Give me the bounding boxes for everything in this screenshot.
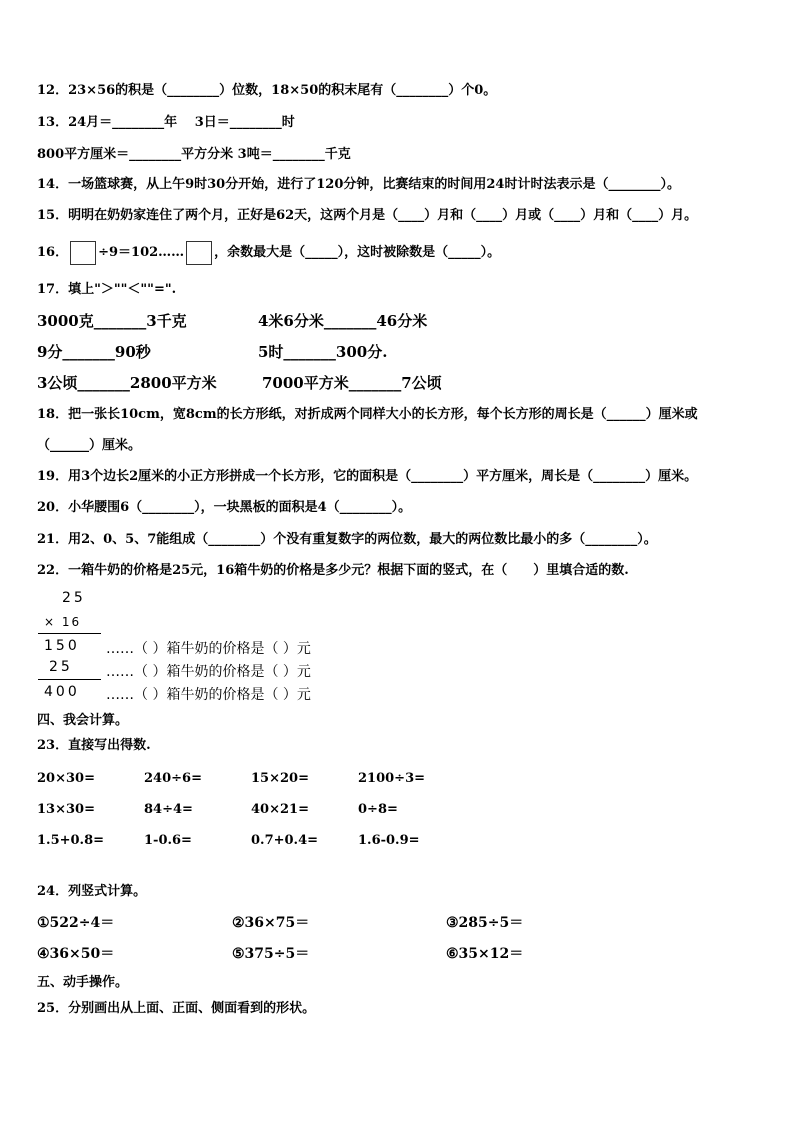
question-17: 17．填上"＞""＜""=". — [37, 282, 177, 297]
question-16 — [37, 240, 500, 266]
vertical-multiplier: × 16 — [44, 615, 82, 629]
q24-item: ③285÷5＝ — [446, 915, 524, 931]
vertical-rule-1 — [38, 633, 101, 634]
blank-box-dividend[interactable] — [70, 241, 96, 265]
q23-item: 0÷8= — [358, 802, 398, 817]
q23-item: 0.7+0.4= — [251, 833, 319, 848]
question-14: 14．一场篮球赛，从上午9时30分开始，进行了120分钟，比赛结束的时间用24时计时法表示是（________）。 — [37, 177, 680, 192]
blank-box-remainder[interactable] — [186, 241, 212, 265]
q23-item: 20×30= — [37, 771, 95, 786]
q24-item: ②36×75＝ — [232, 915, 310, 931]
question-20: 20．小华腰围6（________），一块黑板的面积是4（________）。 — [37, 500, 412, 515]
question-15: 15．明明在奶奶家连住了两个月，正好是62天，这两个月是（____）月和（____）月或（____）月和（____）月。 — [37, 208, 698, 223]
q23-item: 2100÷3= — [358, 771, 426, 786]
question-25: 25．分别画出从上面、正面、侧面看到的形状。 — [37, 1001, 316, 1016]
question-23: 23．直接写出得数. — [37, 738, 151, 753]
question-12: 12．23×56的积是（________）位数，18×50的积末尾有（________）个0。 — [37, 83, 497, 98]
q23-item: 15×20= — [251, 771, 309, 786]
question-13-line1: 13．24月＝________年 3日＝________时 — [37, 115, 295, 130]
q24-item: ⑥35×12＝ — [446, 946, 524, 962]
q23-item: 240÷6= — [144, 771, 202, 786]
q17-item-r2c2: 5时_______300分. — [258, 343, 388, 361]
vertical-top-number: 25 — [62, 590, 86, 606]
question-24: 24．列竖式计算。 — [37, 884, 147, 899]
q17-item-r1c2: 4米6分米_______46分米 — [258, 312, 428, 330]
vertical-result: 400 — [44, 684, 80, 700]
vertical-rule-2 — [38, 679, 101, 680]
section-5-heading: 五、动手操作。 — [37, 975, 129, 990]
q24-item: ⑤375÷5＝ — [232, 946, 310, 962]
q23-item: 84÷4= — [144, 802, 193, 817]
section-4-heading: 四、我会计算。 — [37, 713, 129, 728]
question-22: 22．一箱牛奶的价格是25元，16箱牛奶的价格是多少元？根据下面的竖式，在（ ）里填合适的数. — [37, 563, 629, 578]
vertical-partial-1: 150 — [44, 638, 80, 654]
q23-item: 13×30= — [37, 802, 95, 817]
vertical-note-1: ……（ ）箱牛奶的价格是（ ）元 — [106, 641, 311, 657]
q24-item: ①522÷4＝ — [37, 915, 115, 931]
q17-item-r1c1: 3000克_______3千克 — [37, 312, 187, 330]
question-16-tail: ，余数最大是（_____），这时被除数是（_____）。 — [214, 245, 501, 260]
q23-item: 40×21= — [251, 802, 309, 817]
q23-item: 1.5+0.8= — [37, 833, 105, 848]
q17-item-r3c1: 3公顷_______2800平方米 — [37, 374, 217, 392]
q17-item-r3c2: 7000平方米_______7公顷 — [262, 374, 442, 392]
vertical-partial-2: 25 — [49, 659, 73, 675]
question-16-number: 16． — [37, 245, 69, 260]
question-19: 19．用3个边长2厘米的小正方形拼成一个长方形，它的面积是（________）平方厘米，周长是（________）厘米。 — [37, 469, 698, 484]
vertical-note-3: ……（ ）箱牛奶的价格是（ ）元 — [106, 687, 311, 703]
question-13-line2: 800平方厘米＝________平方分米 3吨＝________千克 — [37, 147, 351, 162]
q23-item: 1-0.6= — [144, 833, 192, 848]
q23-item: 1.6-0.9= — [358, 833, 420, 848]
vertical-note-2: ……（ ）箱牛奶的价格是（ ）元 — [106, 664, 311, 680]
q24-item: ④36×50＝ — [37, 946, 115, 962]
question-18-line2: （______）厘米。 — [37, 438, 142, 453]
q17-item-r2c1: 9分_______90秒 — [37, 343, 151, 361]
question-18-line1: 18．把一张长10cm，宽8cm的长方形纸，对折成两个同样大小的长方形，每个长方形的周长是（______）厘米或 — [37, 407, 698, 422]
question-16-middle: ÷9＝102…… — [98, 245, 185, 260]
question-21: 21．用2、0、5、7能组成（________）个没有重复数字的两位数，最大的两位数比最小的多（________）。 — [37, 532, 657, 547]
